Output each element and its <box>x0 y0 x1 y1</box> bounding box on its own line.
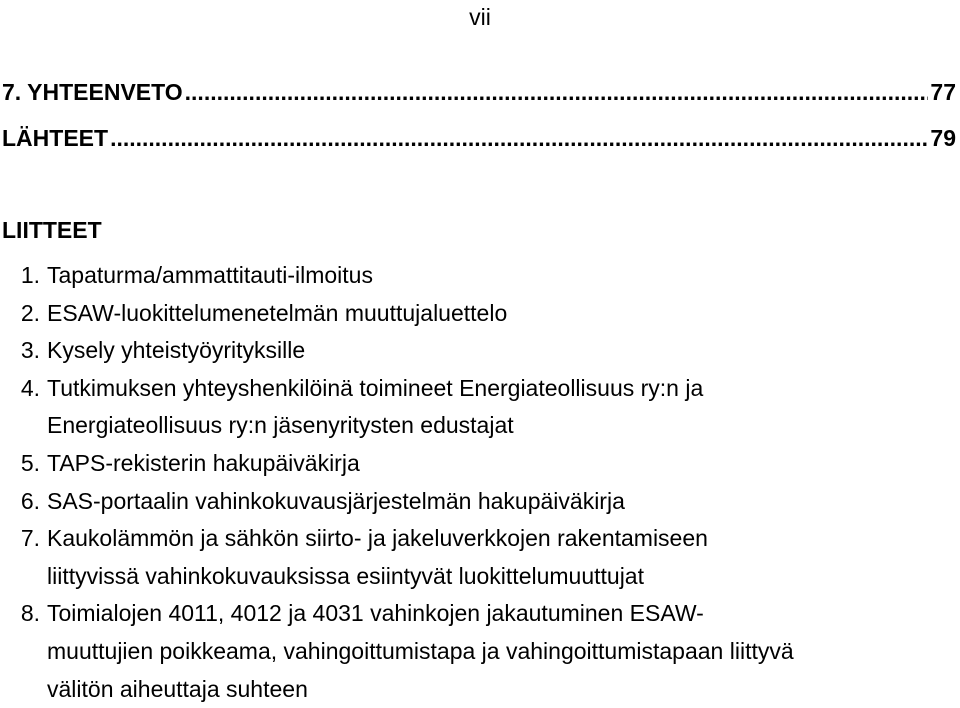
appendix-item <box>0 483 960 521</box>
appendix-title-line: Tutkimuksen yhteyshenkilöinä toimineet Energiateollisuus ry:n ja <box>47 374 704 401</box>
appendix-number: 2. <box>20 299 40 326</box>
appendices-heading: LIITTEET <box>2 217 102 243</box>
appendix-item <box>0 595 960 708</box>
appendix-title-line: ESAW-luokittelumenetelmän muuttujaluettelo <box>47 299 508 326</box>
appendix-title-line: välitön aiheuttaja suhteen <box>47 675 308 702</box>
appendix-title-line: muuttujien poikkeama, vahingoittumistapa ja vahingoittumistapaan liittyvä <box>47 637 794 664</box>
appendix-title <box>40 332 947 370</box>
appendix-title-line: Toimialojen 4011, 4012 ja 4031 vahinkojen jakautuminen ESAW- <box>47 600 704 627</box>
toc-entry-title: 7. YHTEENVETO <box>2 79 183 105</box>
toc-entry-yhteenveto[interactable] <box>2 78 956 106</box>
appendix-title <box>40 483 947 521</box>
appendix-title <box>40 257 947 295</box>
appendix-number: 3. <box>20 337 40 364</box>
appendix-number: 4. <box>20 374 40 401</box>
appendix-item <box>0 295 960 333</box>
appendix-item <box>0 520 960 595</box>
dot-leader <box>185 78 929 106</box>
toc-entry-page: 77 <box>930 79 956 105</box>
appendix-number: 7. <box>20 525 40 552</box>
page-number: vii <box>469 4 491 30</box>
appendix-list <box>0 257 960 708</box>
appendix-title-line: Kysely yhteistyöyrityksille <box>47 337 306 364</box>
appendix-title <box>40 295 947 333</box>
appendix-item <box>0 332 960 370</box>
appendix-title-line: Energiateollisuus ry:n jäsenyritysten edustajat <box>47 412 514 439</box>
toc-entry-lahteet[interactable] <box>2 124 956 152</box>
toc-entry-title: LÄHTEET <box>2 125 109 151</box>
toc-entry-page: 79 <box>930 125 956 151</box>
appendix-number: 1. <box>20 262 40 288</box>
appendix-number: 6. <box>20 487 40 514</box>
appendix-title <box>40 445 947 483</box>
appendix-title <box>40 520 947 595</box>
appendix-number: 5. <box>20 449 40 476</box>
appendix-title <box>40 370 947 445</box>
appendix-title-line: TAPS-rekisterin hakupäiväkirja <box>47 449 360 476</box>
appendix-title-line: Kaukolämmön ja sähkön siirto- ja jakeluverkkojen rakentamiseen <box>47 525 708 552</box>
appendix-item <box>0 445 960 483</box>
dot-leader <box>110 124 928 152</box>
appendix-item <box>0 257 960 295</box>
appendix-title <box>40 595 947 708</box>
appendix-title-line: Tapaturma/ammattitauti-ilmoitus <box>47 262 373 288</box>
appendix-number: 8. <box>20 600 40 627</box>
appendix-title-line: liittyvissä vahinkokuvauksissa esiintyvät luokittelumuuttujat <box>47 562 644 589</box>
appendix-item <box>0 370 960 445</box>
appendix-title-line: SAS-portaalin vahinkokuvausjärjestelmän hakupäiväkirja <box>47 487 625 514</box>
